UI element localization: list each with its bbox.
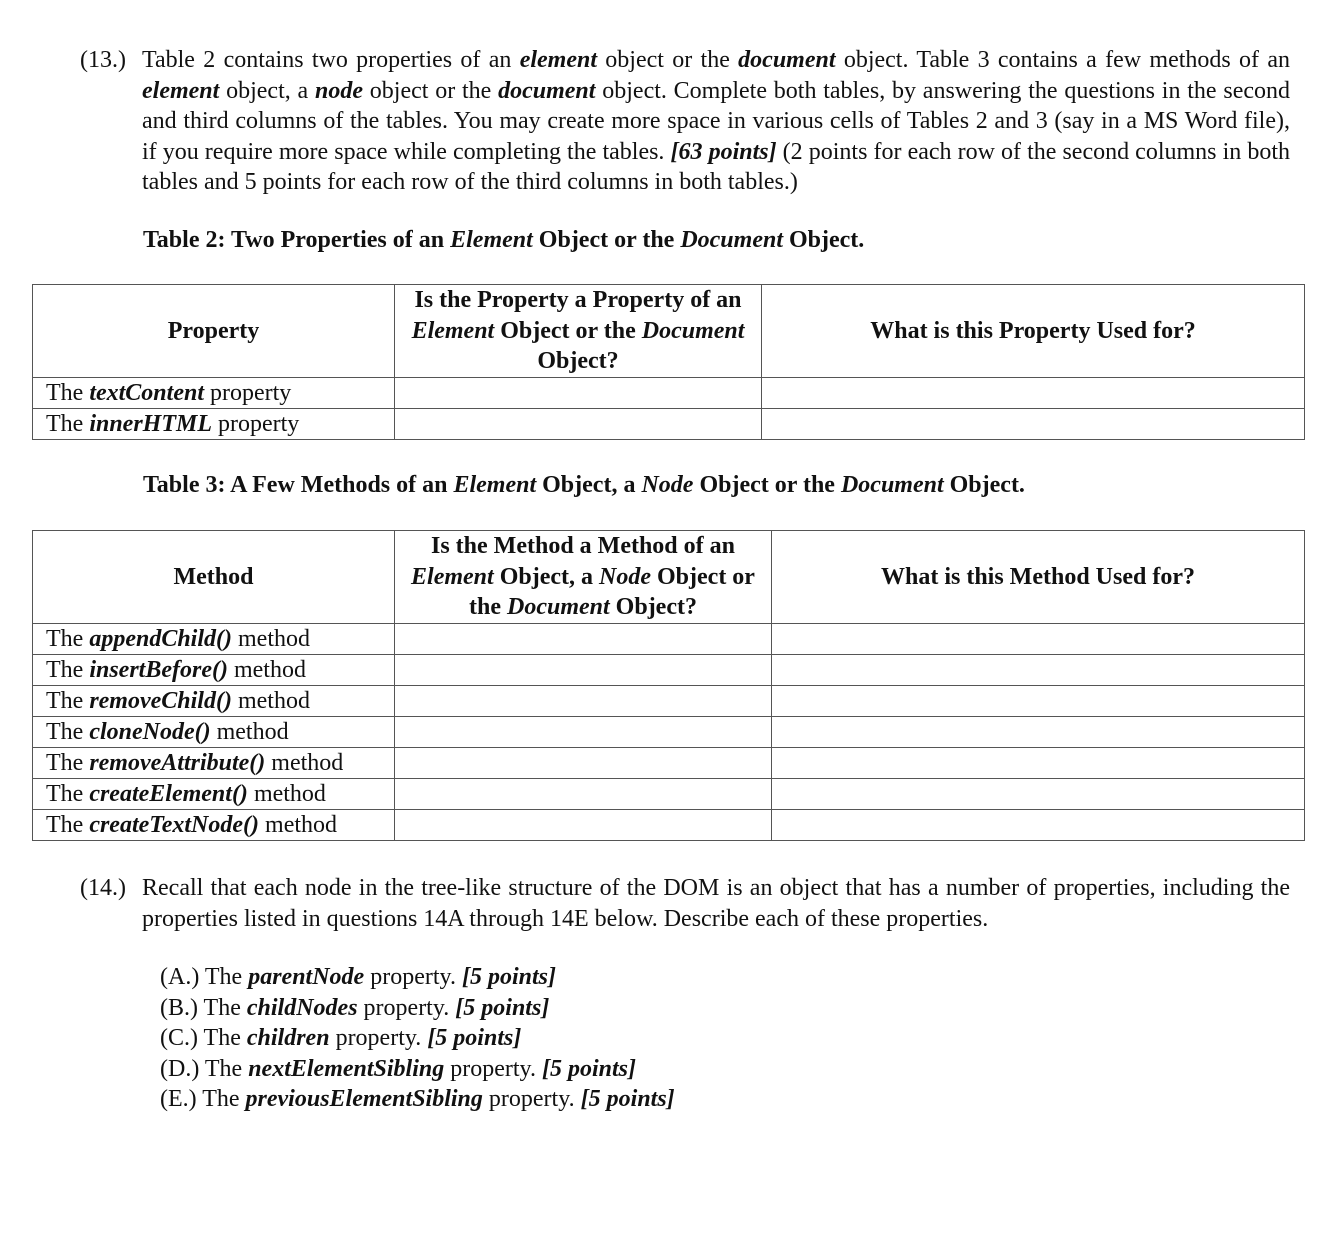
list-item: (A.) The parentNode property. [5 points] <box>160 964 556 990</box>
table-3-answer-cell-object-type[interactable] <box>395 748 772 779</box>
table-2-answer-cell-object-type[interactable] <box>395 408 762 439</box>
table-3-answer-cell-object-type[interactable] <box>395 717 772 748</box>
table-3-method-label: The createTextNode() method <box>33 810 395 841</box>
table-3-answer-cell-object-type[interactable] <box>395 810 772 841</box>
table-3-method-label: The cloneNode() method <box>33 717 395 748</box>
list-item: (E.) The previousElementSibling property. [5 points] <box>160 1086 675 1112</box>
table-row <box>33 717 1305 748</box>
question-13 <box>80 45 1290 198</box>
table-3-answer-cell-usage[interactable] <box>772 717 1305 748</box>
list-item: (D.) The nextElementSibling property. [5 points] <box>160 1055 636 1082</box>
table-2-answer-cell-object-type[interactable] <box>395 377 762 408</box>
table-3-answer-cell-usage[interactable] <box>772 686 1305 717</box>
table-row <box>33 408 1305 439</box>
table-2-header-usage: What is this Property Used for? <box>762 285 1305 378</box>
question-13-number: (13.) <box>80 47 126 73</box>
table-3-caption: Table 3: A Few Methods of an Element Object, a Node Object or the Document Object. <box>143 472 1025 498</box>
table-row <box>33 810 1305 841</box>
table-row <box>33 377 1305 408</box>
table-row <box>33 779 1305 810</box>
table-row <box>33 655 1305 686</box>
table-3-header-method: Method <box>33 531 395 624</box>
table-3-header-object-type: Is the Method a Method of an Element Object, a Node Object or the Document Object? <box>395 531 772 624</box>
table-3-header-usage: What is this Method Used for? <box>772 531 1305 624</box>
table-3-method-label: The removeChild() method <box>33 686 395 717</box>
table-2-property-label: The innerHTML property <box>33 408 395 439</box>
table-3 <box>32 530 1305 841</box>
table-3-answer-cell-usage[interactable] <box>772 655 1305 686</box>
table-2-caption: Table 2: Two Properties of an Element Object or the Document Object. <box>143 227 865 253</box>
question-14 <box>80 873 1290 934</box>
table-3-header-row <box>33 531 1305 624</box>
table-2-property-label: The textContent property <box>33 377 395 408</box>
question-14-subquestions <box>160 962 675 1115</box>
table-2 <box>32 284 1305 440</box>
table-3-answer-cell-object-type[interactable] <box>395 779 772 810</box>
table-3-method-label: The removeAttribute() method <box>33 748 395 779</box>
table-3-answer-cell-usage[interactable] <box>772 624 1305 655</box>
table-2-answer-cell-usage[interactable] <box>762 377 1305 408</box>
list-item: (C.) The children property. [5 points] <box>160 1025 522 1051</box>
table-3-answer-cell-object-type[interactable] <box>395 655 772 686</box>
table-2-header-row <box>33 285 1305 378</box>
question-13-text: Table 2 contains two properties of an element object or the document object. Table 3 contains a few methods of an element object, a node object or the document object. Complete both tables, by answering the questions in the second and third columns of the tables. You may create more space in various cells of Tables 2 and 3 (say in a MS Word file), if you require more space while completing the tables. [63 points] (2 points for each row of the second columns in both tables and 5 points for each row of the third columns in both tables.) <box>142 47 1291 195</box>
table-3-method-label: The insertBefore() method <box>33 655 395 686</box>
table-row <box>33 624 1305 655</box>
list-item: (B.) The childNodes property. [5 points] <box>160 994 550 1021</box>
table-3-answer-cell-usage[interactable] <box>772 748 1305 779</box>
question-14-text: Recall that each node in the tree-like structure of the DOM is an object that has a number of properties, including the properties listed in questions 14A through 14E below. Describe each of these properties. <box>142 875 1290 932</box>
table-3-answer-cell-usage[interactable] <box>772 810 1305 841</box>
table-row <box>33 748 1305 779</box>
table-row <box>33 686 1305 717</box>
table-2-header-object-type: Is the Property a Property of an Element Object or the Document Object? <box>395 285 762 378</box>
table-3-answer-cell-object-type[interactable] <box>395 686 772 717</box>
table-3-answer-cell-usage[interactable] <box>772 779 1305 810</box>
table-2-answer-cell-usage[interactable] <box>762 408 1305 439</box>
question-13-points: [63 points] <box>670 138 777 165</box>
table-3-method-label: The createElement() method <box>33 779 395 810</box>
table-3-answer-cell-object-type[interactable] <box>395 624 772 655</box>
table-2-header-property: Property <box>33 285 395 378</box>
question-14-number: (14.) <box>80 875 126 901</box>
table-3-method-label: The appendChild() method <box>33 624 395 655</box>
